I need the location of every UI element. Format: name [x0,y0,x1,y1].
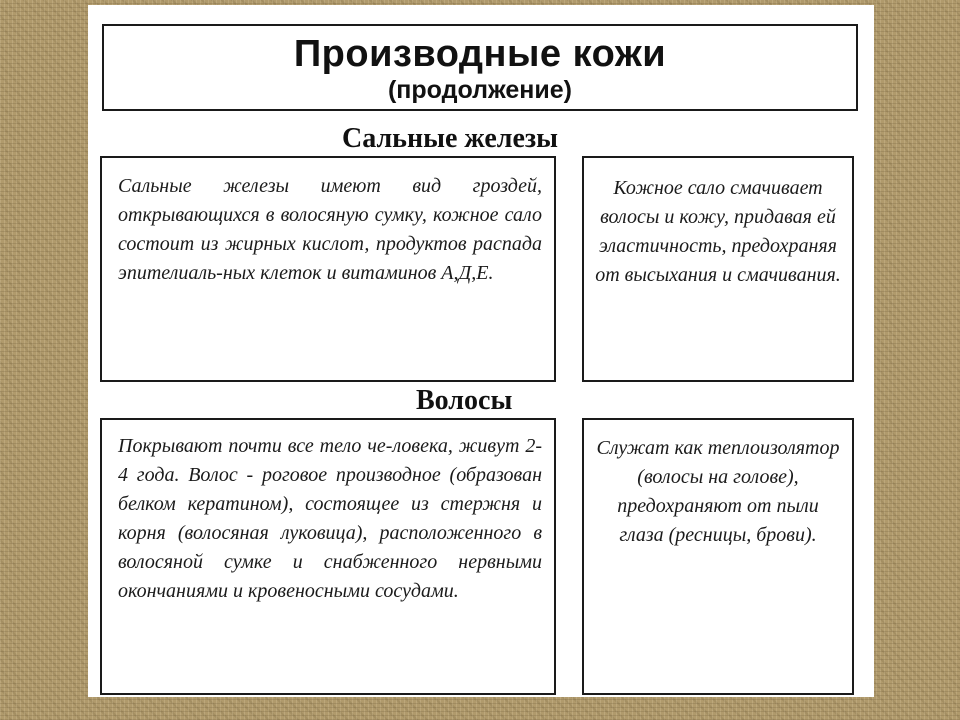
sebaceous-glands-description: Сальные железы имеют вид гроздей, открывающихся в волосяную сумку, кожное сало состоит из жирных кислот, продуктов распада эпителиаль-ных клеток и витаминов А,Д,Е. [118,175,542,284]
sebaceous-glands-description-box [100,156,556,382]
hair-description: Покрывают почти все тело че-ловека, живут 2-4 года. Волос - роговое производное (образован белком кератином), состоящее из стержня и корня (волосяная луковица), расположенного в волосяной сумке и снабженного нервными окончаниями и кровеносными сосудами. [118,435,542,602]
hair-function: Служат как теплоизолятор (волосы на голове), предохраняют от пыли глаза (ресницы, брови). [596,437,840,546]
section-heading-hair: Волосы [416,385,513,416]
page-subtitle: (продолжение) [387,76,573,104]
section-heading-sebaceous-glands: Сальные железы [342,123,559,154]
sebaceous-glands-function: Кожное сало смачивает волосы и кожу, придавая ей эластичность, предохраняя от высыхания и смачивания. [595,177,841,286]
hair-description-box [100,418,556,695]
sebaceous-glands-function-box [582,156,854,382]
page-title: Производные кожи [293,33,667,75]
document-sheet [88,5,874,697]
hair-function-box [582,418,854,695]
title-box [102,24,858,111]
